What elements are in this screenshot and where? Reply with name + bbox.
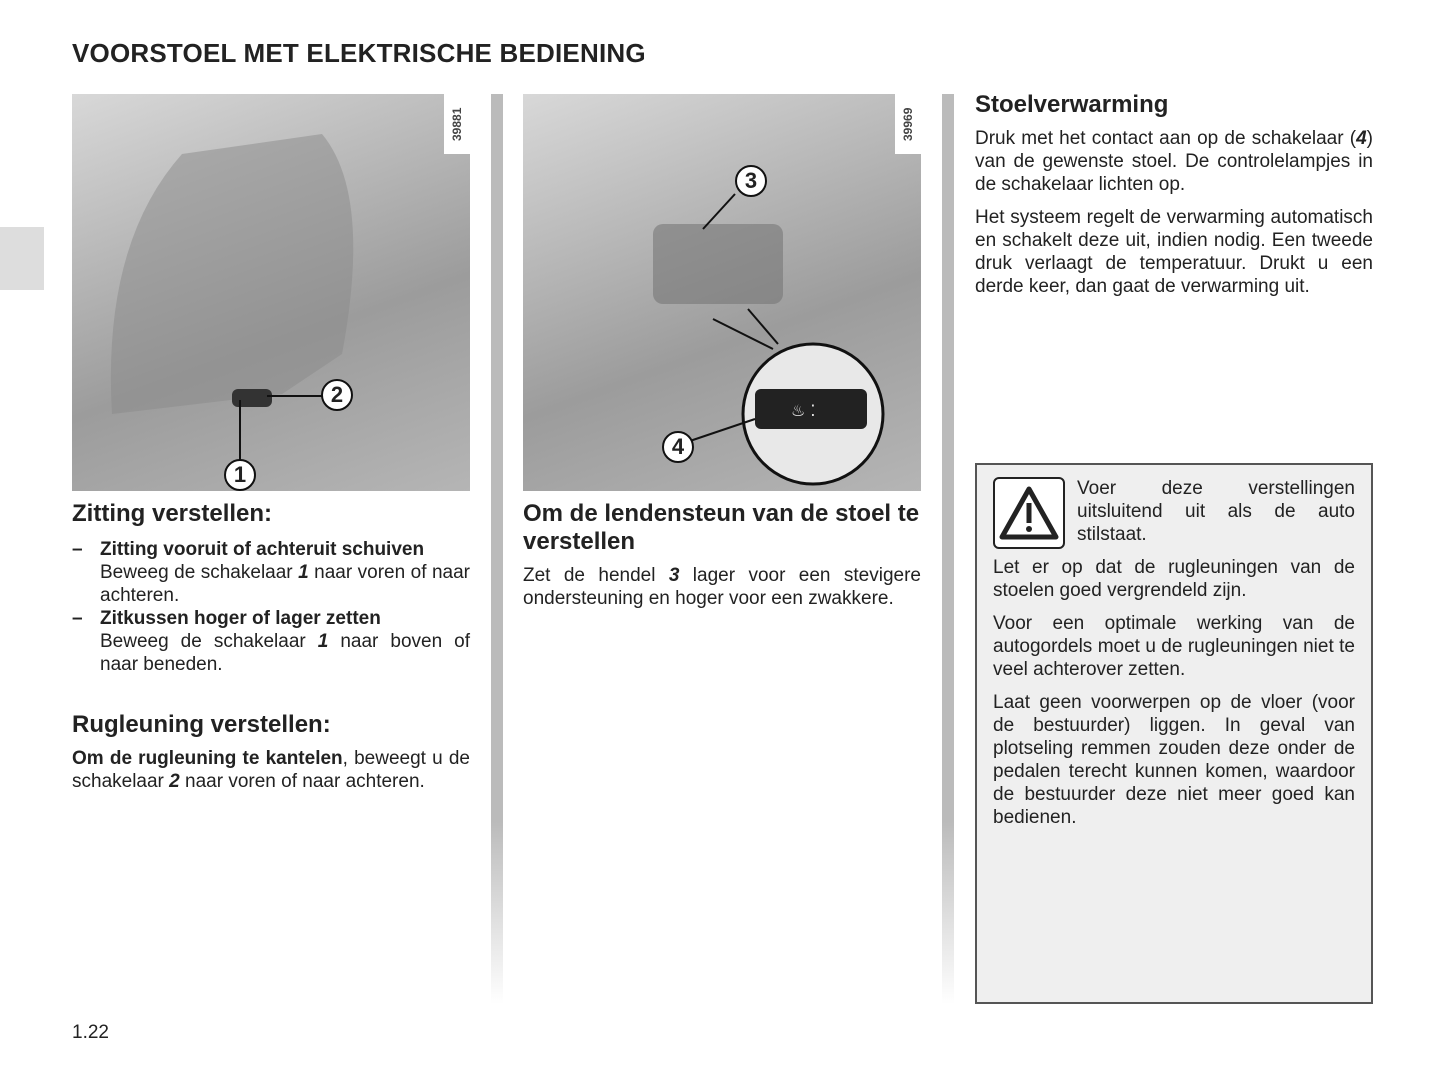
paragraph [975, 127, 1373, 196]
seat-controls-illustration [72, 94, 470, 491]
page-number: 1.22 [72, 1022, 109, 1043]
item-text: naar boven of naar beneden. [100, 631, 471, 675]
item-text: Beweeg de schakelaar [100, 562, 299, 583]
dash: – [72, 608, 83, 629]
warning-text: Voer deze verstellingen uitsluitend uit als de auto stilstaat. [1077, 478, 1355, 545]
callout-3: 3 [735, 165, 767, 197]
seat-heating-section [975, 91, 1373, 308]
warning-triangle-icon [993, 477, 1065, 549]
ref-number: 1 [298, 562, 309, 583]
seat-adjustment-section [72, 500, 470, 803]
ref-number: 1 [317, 631, 329, 652]
section-heading: Rugleuning verstellen: [72, 711, 331, 738]
text: Druk met het contact aan op de schakelaar ( [975, 128, 1357, 149]
column-divider [942, 94, 954, 1004]
text: , beweegt u de schakelaar [72, 748, 470, 792]
section-heading: Zitting verstellen: [72, 500, 273, 527]
list-item [72, 607, 470, 676]
figure-id: 39881 [444, 94, 470, 154]
warning-box [975, 463, 1373, 1004]
section-heading: Om de lendensteun van de stoel te verstellen [523, 500, 920, 555]
bold-text: Om de rugleuning te kantelen [72, 748, 343, 769]
section-heading: Stoelverwarming [975, 91, 1169, 118]
paragraph [523, 564, 921, 610]
ref-number: 4 [1356, 128, 1367, 149]
warning-text: Laat geen voorwerpen op de vloer (voor de bestuurder) liggen. In geval van plotseling remmen zouden deze onder de pedalen terecht kunnen komen, waardoor de bestuurder deze niet meer goed kan bedienen. [993, 692, 1355, 828]
text: lager voor een stevigere ondersteuning en hoger voor een zwakkere. [523, 565, 921, 609]
item-title: Zitting vooruit of achteruit schuiven [100, 539, 425, 560]
text: Zet de hendel [523, 565, 669, 586]
callout-1: 1 [224, 459, 256, 491]
section-tab [0, 227, 44, 290]
text: naar voren of naar achteren. [179, 771, 425, 792]
warning-text: Let er op dat de rugleuningen van de stoelen goed vergrendeld zijn. [993, 557, 1355, 601]
paragraph [72, 747, 470, 793]
page-title: VOORSTOEL MET ELEKTRISCHE BEDIENING [72, 38, 646, 68]
figure-id: 39969 [895, 94, 921, 154]
ref-number: 3 [668, 565, 680, 586]
svg-text:♨ ⁚: ♨ ⁚ [791, 401, 816, 420]
item-text: naar voren of naar achteren. [100, 562, 471, 606]
lumbar-and-heating-illustration [523, 94, 921, 491]
list-item [72, 538, 470, 607]
item-text: Beweeg de schakelaar [100, 631, 318, 652]
paragraph: Het systeem regelt de verwarming automatisch en schakelt deze uit, indien nodig. Een tweede druk verlaagt de temperatuur. Drukt u een derde keer, dan gaat de verwarming uit. [975, 207, 1373, 297]
callout-4: 4 [662, 431, 694, 463]
lumbar-section [523, 500, 921, 620]
column-divider [491, 94, 503, 1004]
callout-2: 2 [321, 379, 353, 411]
text: ) van de gewenste stoel. De controlelampjes in de schakelaar lichten op. [975, 128, 1373, 195]
dash: – [72, 539, 83, 560]
item-title: Zitkussen hoger of lager zetten [100, 608, 381, 629]
warning-text: Voor een optimale werking van de autogordels moet u de rugleuningen niet te veel achterover zetten. [993, 613, 1355, 680]
ref-number: 2 [169, 771, 180, 792]
